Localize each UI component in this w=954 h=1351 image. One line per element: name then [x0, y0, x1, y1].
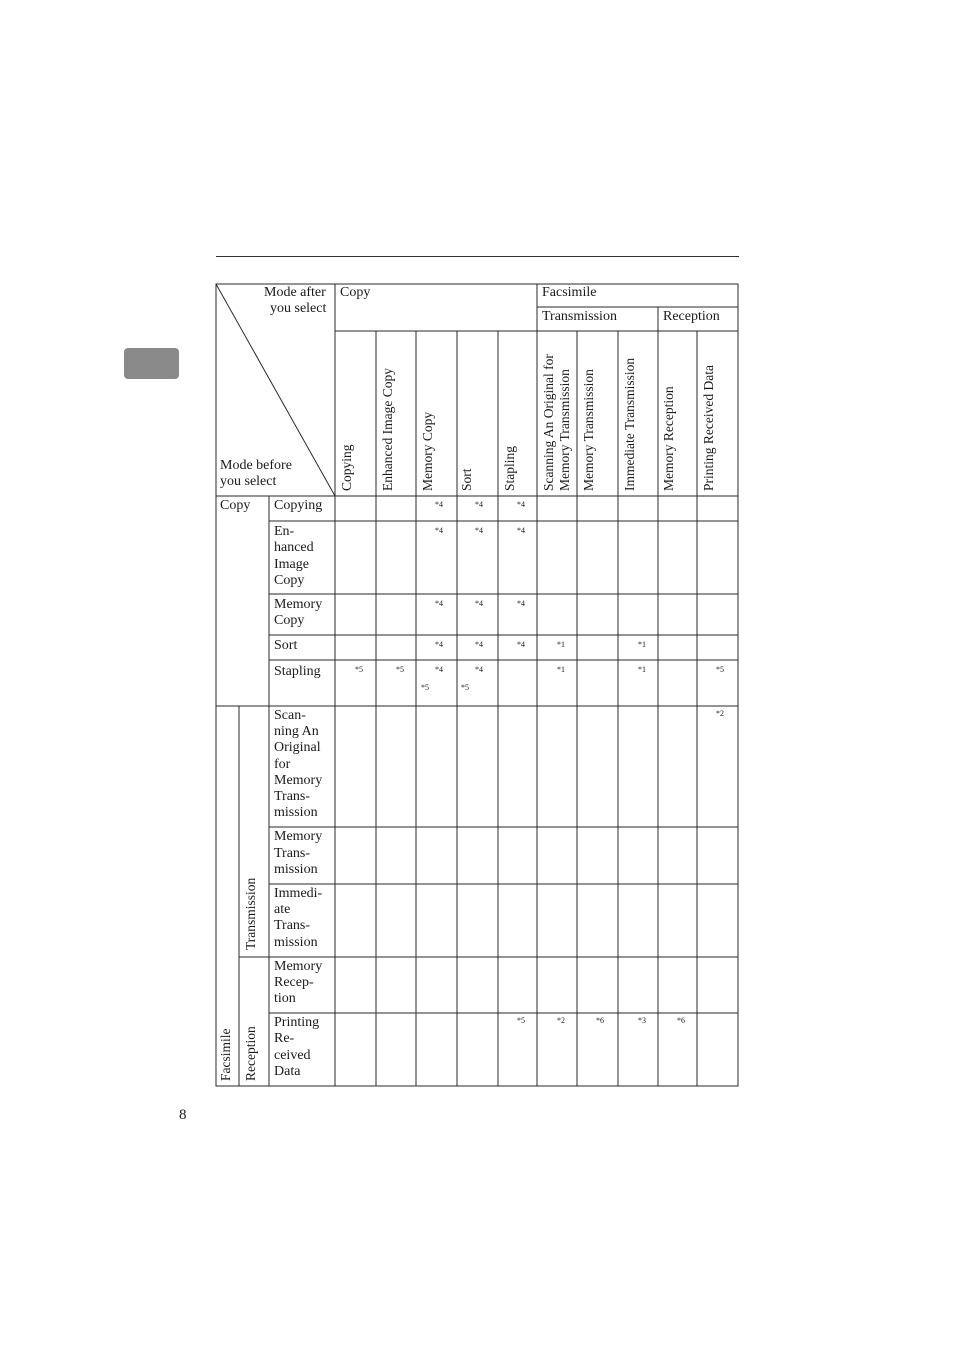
cell-note: *4 — [435, 640, 443, 649]
column-header-stapling: Stapling — [502, 445, 517, 491]
row-label-scanning-line: Memory — [274, 773, 323, 788]
group-header-transmission: Transmission — [542, 309, 617, 324]
row-group-facsimile: Facsimile — [218, 1028, 233, 1081]
cell-note: *1 — [557, 665, 565, 674]
cell-note: *1 — [638, 665, 646, 674]
row-label-scanning-line: mission — [274, 805, 318, 820]
row-label-immediate-transmission-line: Immedi- — [274, 886, 323, 901]
cell-note: *1 — [638, 640, 646, 649]
row-label-scanning-line: Trans- — [274, 789, 311, 804]
row-label-scanning-line: for — [274, 757, 291, 772]
row-label-scanning-line: Original — [274, 740, 321, 755]
cell-note: *4 — [435, 500, 443, 509]
row-label-memory-reception-line: tion — [274, 991, 296, 1006]
group-header-reception: Reception — [663, 309, 720, 324]
row-group-transmission: Transmission — [243, 877, 258, 950]
cell-note: *2 — [716, 709, 724, 718]
row-label-copying: Copying — [274, 498, 323, 513]
column-header-memory-copy: Memory Copy — [420, 411, 435, 491]
cell-note: *5 — [396, 665, 404, 674]
row-label-enhanced-line: hanced — [274, 540, 314, 555]
row-label-memory-transmission-line: Trans- — [274, 846, 311, 861]
group-header-facsimile: Facsimile — [542, 285, 597, 300]
column-header-immediate-transmission: Immediate Transmission — [622, 357, 637, 491]
corner-after-line-1: Mode after — [264, 285, 326, 300]
cell-note: *4 — [517, 640, 525, 649]
column-header-memory-transmission: Memory Transmission — [581, 369, 596, 491]
column-header-scanning-line-1: Scanning An Original for — [541, 354, 556, 491]
corner-before-line-2: you select — [220, 474, 277, 489]
row-label-immediate-transmission-line: Trans- — [274, 918, 311, 933]
cell-note: *4 — [475, 500, 483, 509]
column-header-scanning-line-2: Memory Transmission — [557, 369, 572, 491]
row-label-enhanced-line: Copy — [274, 573, 305, 588]
cell-note: *5 — [355, 665, 363, 674]
cell-note: *2 — [557, 1016, 565, 1025]
corner-after-line-2: you select — [270, 301, 327, 316]
cell-note: *4 — [517, 599, 525, 608]
column-header-enhanced-image-copy: Enhanced Image Copy — [380, 368, 395, 491]
row-label-memory-transmission-line: Memory — [274, 829, 323, 844]
page-number: 8 — [179, 1107, 187, 1123]
row-label-scanning-line: Scan- — [274, 708, 306, 723]
cell-note: *5 — [517, 1016, 525, 1025]
cell-note: *5 — [421, 683, 429, 692]
cell-note: *5 — [716, 665, 724, 674]
row-label-immediate-transmission-line: mission — [274, 935, 318, 950]
row-label-enhanced-line: Image — [274, 557, 309, 572]
row-label-memory-copy-line: Memory — [274, 597, 323, 612]
column-header-memory-reception: Memory Reception — [661, 386, 676, 491]
cell-note: *4 — [435, 665, 443, 674]
cell-note: *3 — [638, 1016, 646, 1025]
row-group-reception: Reception — [243, 1026, 258, 1081]
row-label-stapling: Stapling — [274, 664, 321, 679]
cell-note: *4 — [517, 500, 525, 509]
row-label-printing-received-line: Re- — [274, 1031, 295, 1046]
column-header-printing-received-data: Printing Received Data — [701, 365, 716, 491]
cell-note: *4 — [475, 640, 483, 649]
row-label-enhanced-line: En- — [274, 524, 295, 539]
row-label-printing-received-line: Data — [274, 1064, 301, 1079]
cell-note: *4 — [475, 599, 483, 608]
cell-note: *1 — [557, 640, 565, 649]
row-label-immediate-transmission-line: ate — [274, 902, 291, 917]
column-header-sort: Sort — [459, 468, 474, 491]
row-label-memory-reception-line: Recep- — [274, 975, 314, 990]
row-label-memory-copy-line: Copy — [274, 613, 305, 628]
row-label-printing-received-line: ceived — [274, 1048, 311, 1063]
group-header-copy: Copy — [340, 285, 371, 300]
row-label-memory-reception-line: Memory — [274, 959, 323, 974]
cell-note: *5 — [461, 683, 469, 692]
cell-note: *4 — [435, 526, 443, 535]
column-header-copying: Copying — [339, 444, 354, 491]
corner-before-line-1: Mode before — [220, 458, 292, 473]
cell-note: *4 — [517, 526, 525, 535]
cell-note: *4 — [475, 526, 483, 535]
row-label-printing-received-line: Printing — [274, 1015, 320, 1030]
row-label-sort: Sort — [274, 638, 298, 653]
cell-note: *4 — [435, 599, 443, 608]
row-group-copy: Copy — [220, 498, 251, 513]
cell-note: *4 — [475, 665, 483, 674]
cell-note: *6 — [677, 1016, 685, 1025]
cell-note: *6 — [596, 1016, 604, 1025]
row-label-memory-transmission-line: mission — [274, 862, 318, 877]
row-label-scanning-line: ning An — [274, 724, 319, 739]
